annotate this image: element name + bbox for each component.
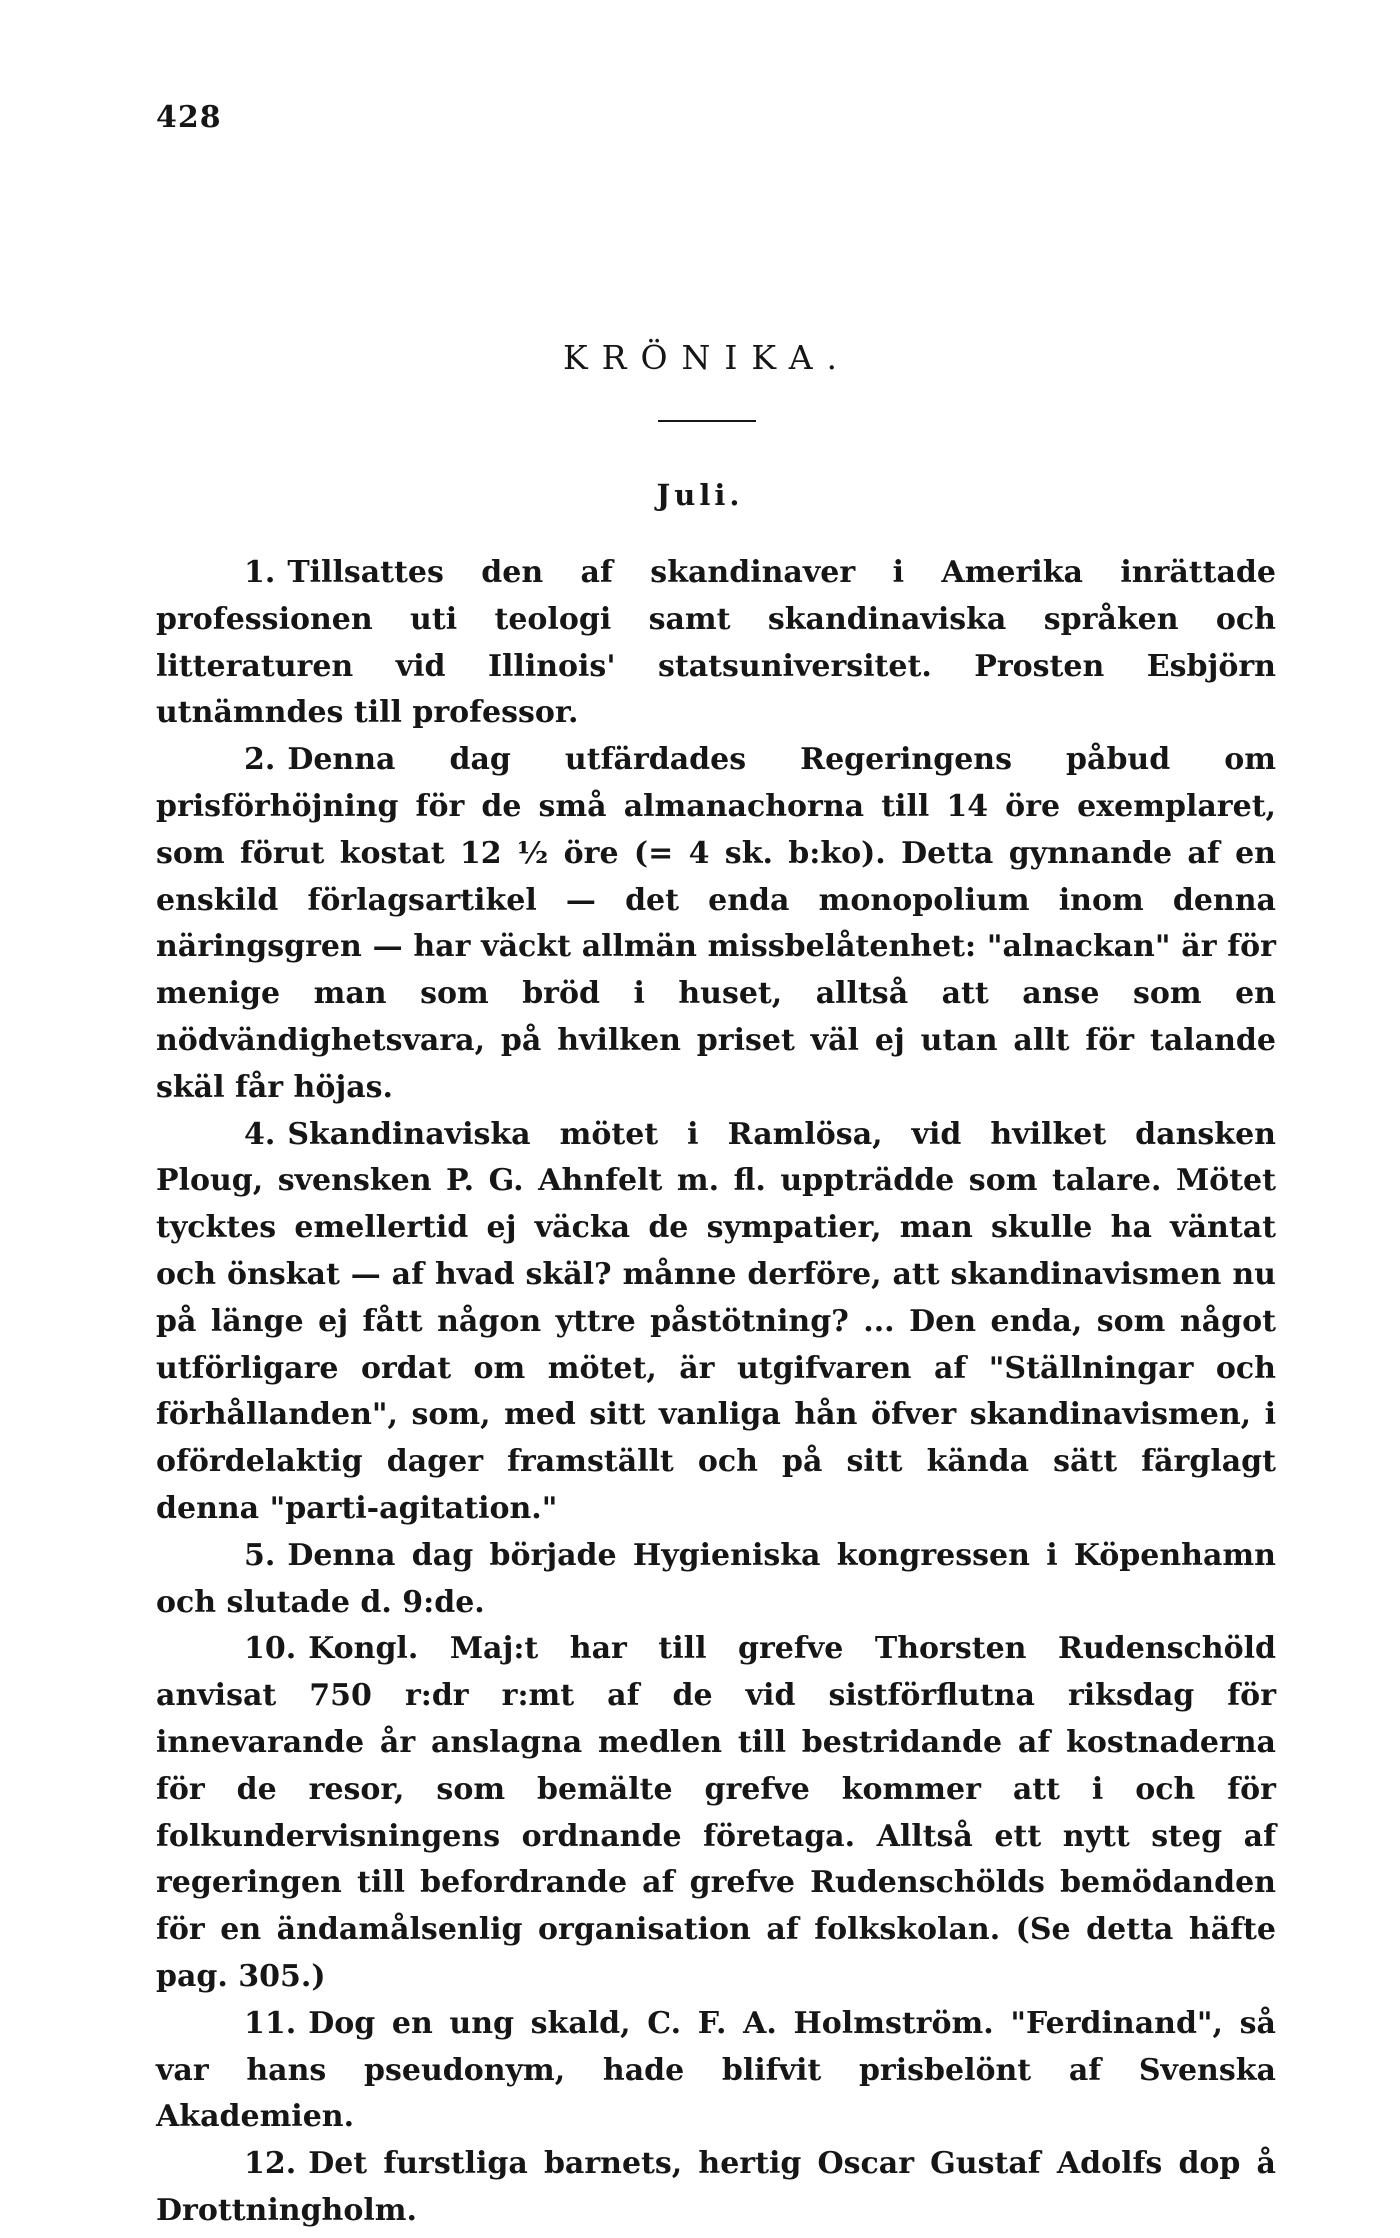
entry	[156, 1626, 1276, 2000]
entry	[156, 2141, 1276, 2235]
entry-day: 4.	[244, 1116, 276, 1152]
entry-text: Skandinaviska mötet i Ramlösa, vid hvilket dansken Ploug, svensken P. G. Ahnfelt m. fl. uppträdde som talare. Mötet tycktes emellertid ej väcka de sympatier, man skulle ha väntat och önskat — af hvad skäl? månne derföre, att skandinavismen nu på länge ej fått någon yttre påstötning? ... Den enda, som något utförligare ordat om mötet, är utgifvaren af "Ställningar och förhållanden", som, med sitt vanliga hån öfver skandinavismen, i ofördelaktig dager framställt och på sitt kända sätt färglagt denna "parti-agitation."	[156, 1116, 1276, 1526]
entry	[156, 1533, 1276, 1627]
entry-text: Denna dag utfärdades Regeringens påbud om prisförhöjning för de små almanachorna till 14 öre exemplaret, som förut kostat 12 ½ öre (= 4 sk. b:ko). Detta gynnande af en enskild förlagsartikel — det enda monopolium inom denna näringsgren — har väckt allmän missbelåtenhet: "alnackan" är för menige man som bröd i huset, alltså att anse som en nödvändighetsvara, på hvilken priset väl ej utan allt för talande skäl får höjas.	[156, 742, 1276, 1105]
entry-text: Kongl. Maj:t har till grefve Thorsten Rudenschöld anvisat 750 r:dr r:mt af de vid sistförflutna riksdag för innevarande år anslagna medlen till bestridande af kostnaderna för de resor, som bemälte grefve kommer att i och för folkundervisningens ordnande företaga. Alltså ett nytt steg af regeringen till befordrande af grefve Rudenschölds bemödanden för en ändamålsenlig organisation af folkskolan. (Se detta häfte pag. 305.)	[156, 1631, 1276, 1994]
entry	[156, 2001, 1276, 2141]
entry-day: 12.	[244, 2146, 297, 2182]
entry-day: 10.	[244, 1631, 297, 1667]
entry-text: Dog en ung skald, C. F. A. Holmström. "Ferdinand", så var hans pseudonym, hade blifvit prisbelönt af Svenska Akademien.	[156, 2005, 1276, 2135]
entry-text: Tillsattes den af skandinaver i Amerika inrättade professionen uti teologi samt skandinaviska språken och litteraturen vid Illinois' statsuniversitet. Prosten Esbjörn utnämndes till professor.	[156, 555, 1276, 731]
title-divider	[658, 420, 756, 422]
entry-text: Det furstliga barnets, hertig Oscar Gustaf Adolfs dop å Drottningholm.	[156, 2146, 1276, 2228]
entry-day: 5.	[244, 1537, 276, 1573]
chapter-title: KRÖNIKA.	[562, 338, 852, 377]
month-heading: Juli.	[656, 478, 744, 512]
entry	[156, 1112, 1276, 1533]
entry	[156, 550, 1276, 737]
entry-text: Denna dag började Hygieniska kongressen i Köpenhamn och slutade d. 9:de.	[156, 1537, 1276, 1620]
page-number: 428	[156, 100, 222, 135]
entry-day: 11.	[244, 2005, 297, 2041]
entry-day: 1.	[244, 555, 276, 590]
entry-day: 2.	[244, 742, 276, 778]
entry	[156, 737, 1276, 1111]
chronicle-body	[156, 550, 1276, 2235]
